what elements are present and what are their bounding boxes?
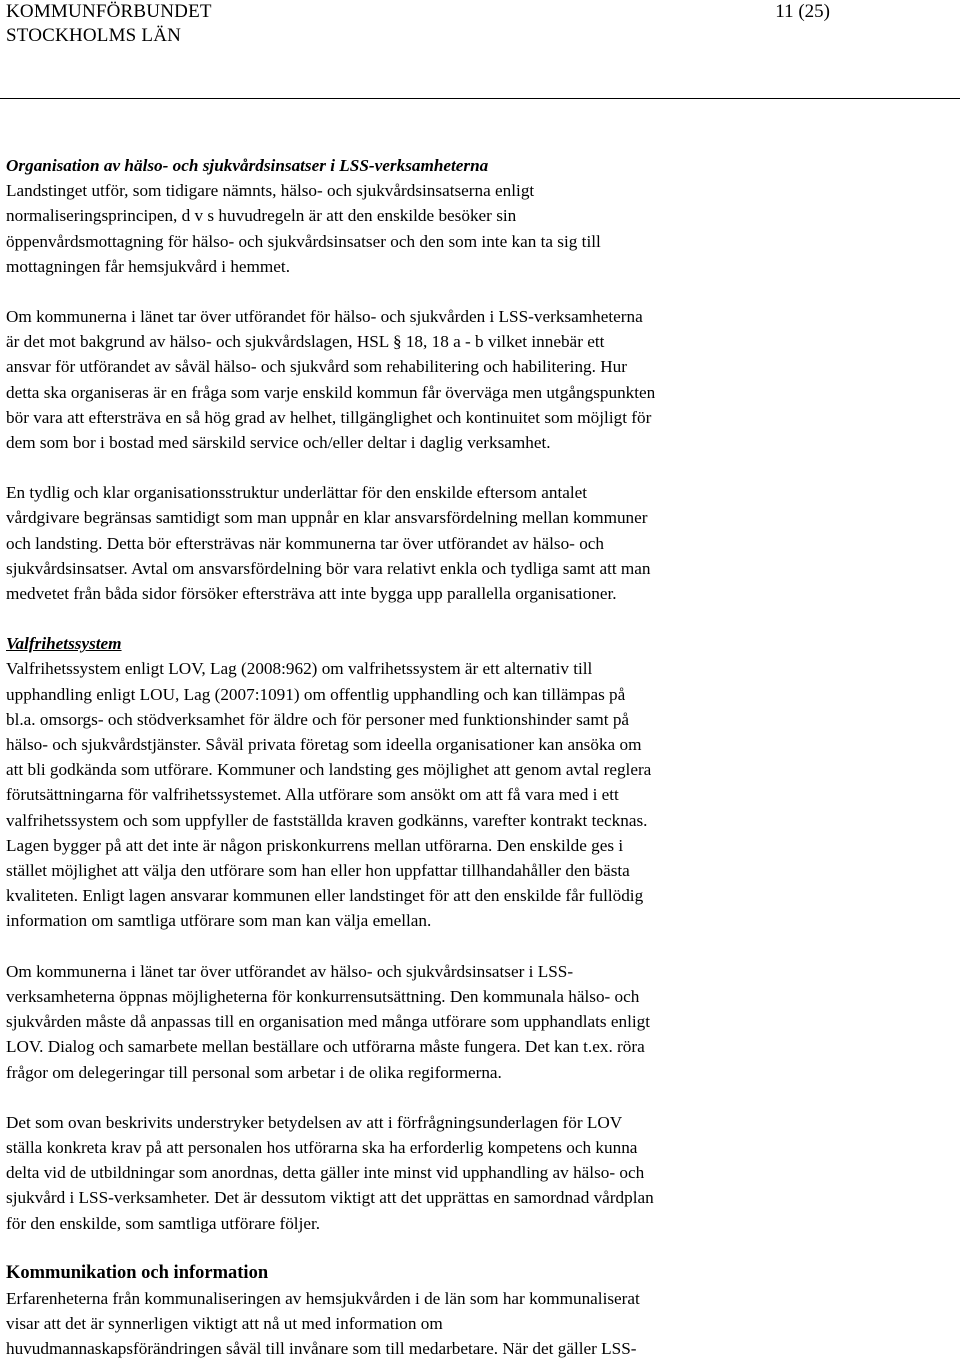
section-heading-organisation: Organisation av hälso- och sjukvårdsinsatser i LSS-verksamheterna [6, 156, 489, 175]
paragraph: Valfrihetssystem enligt LOV, Lag (2008:962) om valfrihetssystem är ett alternativ till upphandling enligt LOU, Lag (2007:1091) om offentlig upphandling och kan tillämpas på bl.a. omsorgs- och stödverksamhet för äldre och för personer med funktionshinder samt på hälso- och sjukvårdstjänster. Såväl privata företag som ideella organisationer kan ansöka om att bli godkända som utförare. Kommuner och landsting ges möjlighet att genom avtal reglera förutsättningarna för valfrihetssystemet. Alla utförare som ansökt om att få vara med i ett valfrihetssystem och som uppfyller de fastställda kraven godkänns, varefter kontrakt tecknas. Lagen bygger på att det inte är någon priskonkurrens mellan utförarna. Den enskilde ges i stället möjlighet att välja den utförare som han eller hon uppfattar tillhandahåller den bästa kvaliteten. Enligt lagen ansvarar kommunen eller landstinget för att den enskilde får fullödig information om samtliga utförare som man kan välja emellan. [6, 659, 652, 931]
paragraph: Det som ovan beskrivits understryker betydelsen av att i förfrågningsunderlagen för LOV ställa konkreta krav på att personalen hos utförarna ska ha erforderlig kompetens och kunna delta vid de utbildningar som anordnas, detta gäller inte minst vid upphandling av hälso- och sjukvård i LSS-verksamheter. Det är dessutom viktigt att det upprättas en samordnad vårdplan för den enskilde, som samtliga utförare följer. [6, 1112, 654, 1233]
paragraph: Landstinget utför, som tidigare nämnts, hälso- och sjukvårdsinsatserna enligt normaliseringsprincipen, d v s huvudregeln är att den enskilde besöker sin öppenvårdsmottagning för hälso- och sjukvårdsinsatser och den som inte kan ta sig till mottagningen får hemsjukvård i hemmet. [6, 181, 601, 276]
page-number: 11 (25) [775, 1, 830, 22]
section-heading-valfrihetssystem: Valfrihetssystem [6, 634, 122, 654]
paragraph: Om kommunerna i länet tar över utförandet för hälso- och sjukvården i LSS-verksamheterna är det mot bakgrund av hälso- och sjukvårdslagen, HSL § 18, 18 a - b vilket innebär ett ansvar för utförandet av såväl hälso- och sjukvård som rehabilitering och habilitering. Hur detta ska organiseras är en fråga som varje enskild kommun får överväga men utgångspunkten bör vara att eftersträva en så hög grad av helhet, tillgänglighet och kontinuitet som möjligt för dem som bor i bostad med särskild service och/eller deltar i daglig verksamhet. [6, 307, 656, 453]
organization-name [6, 0, 212, 48]
paragraph: En tydlig och klar organisationsstruktur underlättar för den enskilde eftersom antalet vårdgivare begränsas samtidigt som man uppnår en klar ansvarsfördelning mellan kommuner och landsting. Detta bör eftersträvas när kommunerna tar över utförandet av hälso- och sjukvårdsinsatser. Avtal om ansvarsfördelning bör vara relativt enkla och tydliga samt att man medvetet från båda sidor försöker eftersträva att inte bygga upp parallella organisationer. [6, 483, 651, 604]
document-body [6, 153, 951, 1362]
page-header [0, 0, 960, 100]
organization-name-line2: STOCKHOLMS LÄN [6, 25, 182, 46]
organization-name-line1: KOMMUNFÖRBUNDET [6, 1, 212, 22]
paragraph: Erfarenheterna från kommunaliseringen av hemsjukvården i de län som har kommunaliserat visar att det är synnerligen viktigt att nå ut med information om huvudmannaskapsförändringen såväl till invånare som till medarbetare. När det gäller LSS- [6, 1288, 640, 1359]
section-heading-kommunikation: Kommunikation och information [6, 1262, 269, 1283]
header-divider [0, 98, 960, 99]
paragraph: Om kommunerna i länet tar över utförandet av hälso- och sjukvårdsinsatser i LSS- verksamheterna öppnas möjligheterna för konkurrensutsättning. Den kommunala hälso- och sjukvården måste då anpassas till en organisation med många utförare som upphandlats enligt LOV. Dialog och samarbete mellan beställare och utförarna måste fungera. Det kan t.ex. röra frågor om delegeringar till personal som arbetar i de olika regiformerna. [6, 961, 651, 1082]
